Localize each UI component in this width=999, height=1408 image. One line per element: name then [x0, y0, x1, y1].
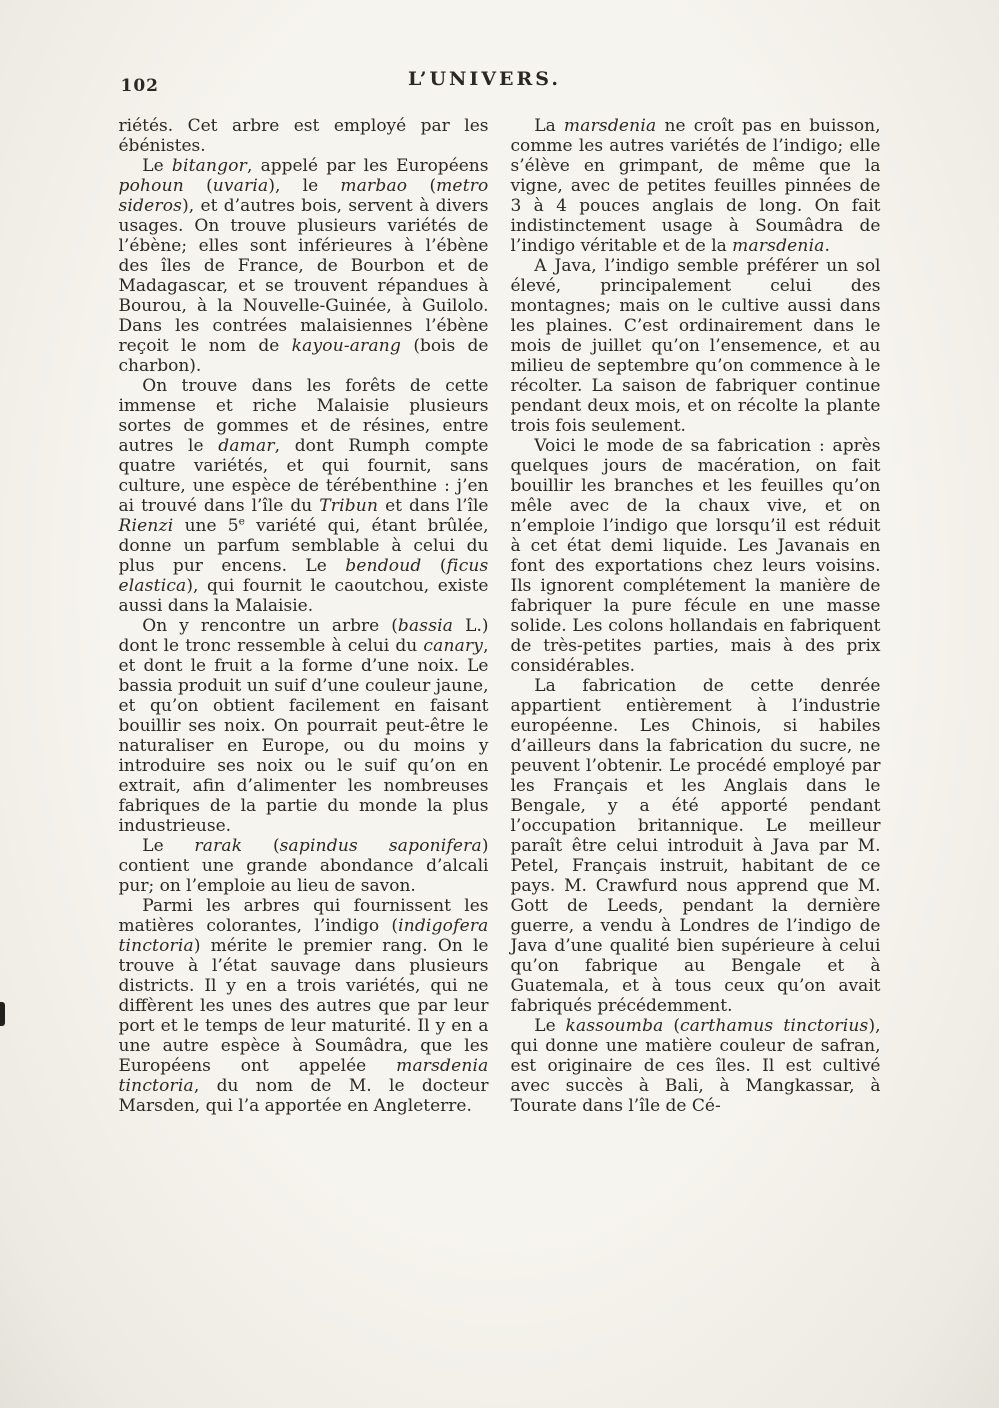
paragraph: Le bitangor, appelé par les Européens pohoun (uvaria), le marbao (metro sideros), et d’autres bois, servent à divers usages. On trouve plusieurs variétés de l’ébène; elles sont inférieures à l’ébène des îles de France, de Bourbon et de Madagascar, et se trouvent répandues à Bourou, à la Nouvelle-Guinée, à Guilolo. Dans les contrées malaisiennes l’ébène reçoit le nom de kayou-arang (bois de charbon). [118, 156, 489, 376]
paragraph: Voici le mode de sa fabrication : après quelques jours de macération, on fait bouillir les branches et les feuilles qu’on mêle avec de la chaux vive, et on n’emploie l’indigo que lorsqu’il est réduit à cet état demi liquide. Les Javanais en font des exportations chez leurs voisins. Ils ignorent complétement la manière de fabriquer la pure fécule en une masse solide. Les colons hollandais en fabriquent de très-petites parties, mais à des prix considérables. [510, 436, 881, 676]
paragraph: On trouve dans les forêts de cette immense et riche Malaisie plusieurs sortes de gommes et de résines, entre autres le damar, dont Rumph compte quatre variétés, et qui fournit, sans culture, une espèce de térébenthine : j’en ai trouvé dans l’île du Tribun et dans l’île Rienzi une 5e variété qui, étant brûlée, donne un parfum semblable à celui du plus pur encens. Le bendoud (ficus elastica), qui fournit le caoutchou, existe aussi dans la Malaisie. [118, 376, 489, 616]
paragraph: Le rarak (sapindus saponifera) contient une grande abondance d’alcali pur; on l’emploie au lieu de savon. [118, 836, 489, 896]
paragraph: La marsdenia ne croît pas en buisson, comme les autres variétés de l’indigo; elle s’élève en grimpant, de même que la vigne, avec de petites feuilles pinnées de 3 à 4 pouces anglais de long. On fait indistinctement usage à Soumâdra de l’indigo véritable et de la marsdenia. [510, 116, 881, 256]
scan-artifact [0, 1002, 5, 1026]
left-column [119, 116, 489, 1116]
columns [119, 116, 881, 1116]
running-title: L’UNIVERS. [408, 68, 561, 90]
paragraph: On y rencontre un arbre (bassia L.) dont le tronc ressemble à celui du canary, et dont le fruit a la forme d’une noix. Le bassia produit un suif d’une couleur jaune, et qu’on obtient facilement en faisant bouillir ses noix. On pourrait peut-être le naturaliser en Europe, ou du moins y introduire ses noix ou le suif qu’on en extrait, afin d’alimenter les nombreuses fabriques de la partie du monde la plus industrieuse. [118, 616, 489, 836]
paragraph: Parmi les arbres qui fournissent les matières colorantes, l’indigo (indigofera tinctoria) mérite le premier rang. On le trouve à l’état sauvage dans plusieurs districts. Il y en a trois variétés, qui ne diffèrent les unes des autres que par leur port et le temps de leur maturité. Il y en a une autre espèce à Soumâdra, que les Européens ont appelée marsdenia tinctoria, du nom de M. le docteur Marsden, qui l’a apportée en Angleterre. [118, 896, 489, 1116]
paragraph: A Java, l’indigo semble préférer un sol élevé, principalement celui des montagnes; mais on le cultive aussi dans les plaines. C’est ordinairement dans le mois de juillet qu’on l’ensemence, et au milieu de septembre qu’on commence à le récolter. La saison de fabriquer continue pendant deux mois, et on récolte la plante trois fois seulement. [510, 256, 881, 436]
page-number: 102 [120, 76, 159, 96]
paragraph: Le kassoumba (carthamus tinctorius), qui donne une matière couleur de safran, est originaire de ces îles. Il est cultivé avec succès à Bali, à Mangkassar, à Tourate dans l’île de Cé- [510, 1016, 881, 1116]
page-header [119, 68, 881, 102]
paragraph: La fabrication de cette denrée appartient entièrement à l’industrie européenne. Les Chinois, si habiles d’ailleurs dans la fabrication du sucre, ne peuvent l’obtenir. Le procédé employé par les Français et les Anglais dans le Bengale, y a été apporté pendant l’occupation britannique. Le meilleur paraît être celui introduit à Java par M. Petel, Français instruit, habitant de ce pays. M. Crawfurd nous apprend que M. Gott de Leeds, pendant la dernière guerre, a vendu à Londres de l’indigo de Java d’une qualité bien supérieure à celui qu’on fabrique au Bengale et à Guatemala, et à tous ceux qu’on avait fabriqués précédemment. [510, 676, 881, 1016]
text-block [119, 0, 881, 1116]
paragraph: riétés. Cet arbre est employé par les ébénistes. [118, 116, 489, 156]
right-column [511, 116, 881, 1116]
